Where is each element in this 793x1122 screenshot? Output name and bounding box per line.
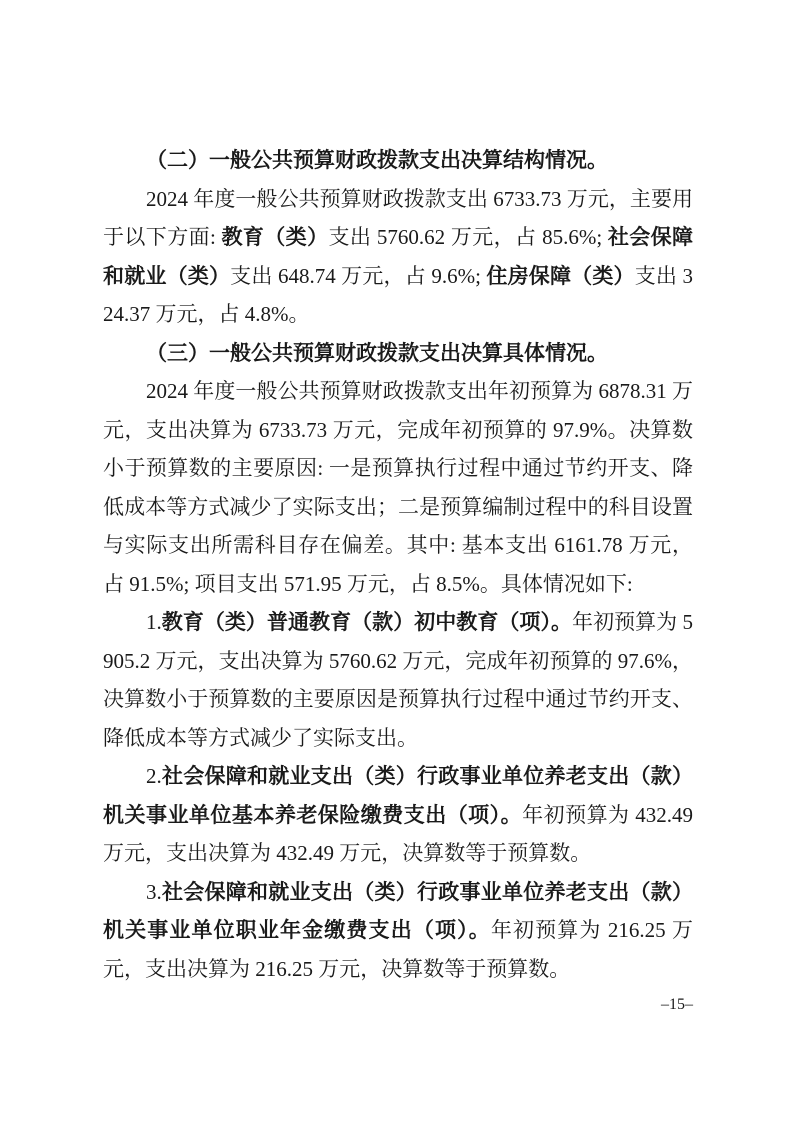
item-number: 1. bbox=[146, 610, 162, 634]
item-body: 年初预算为 432.49 万元，支出决算为 432.49 万元，决算数等于预算数。 bbox=[103, 802, 694, 865]
budget-item-1 bbox=[103, 603, 693, 757]
paragraph-expenditure-structure bbox=[103, 180, 693, 334]
text-run: 支出 648.74 万元，占 9.6%; bbox=[230, 263, 487, 288]
item-title: 社会保障和就业支出（类）行政事业单位养老支出（款）机关事业单位基本养老保险缴费支出（项）。 bbox=[103, 764, 693, 827]
bold-run-social-security-category: 社会保障和就业（类） bbox=[103, 225, 694, 288]
budget-item-3 bbox=[103, 873, 693, 989]
bold-run-education-category: 教育（类） bbox=[221, 225, 329, 249]
text-run: 2024 年度一般公共预算财政拨款支出 6733.73 万元，主要用于以下方面: bbox=[103, 186, 693, 249]
section-heading-3: （三）一般公共预算财政拨款支出决算具体情况。 bbox=[146, 340, 608, 365]
text-run: 支出 5760.62 万元，占 85.6%; bbox=[328, 225, 608, 249]
item-number: 2. bbox=[146, 764, 162, 788]
item-body: 年初预算为 216.25 万元，支出决算为 216.25 万元，决算数等于预算数。 bbox=[103, 918, 694, 981]
bold-run-housing-category: 住房保障（类） bbox=[486, 263, 635, 288]
page-number: –15– bbox=[661, 996, 693, 1013]
section-heading-2: （二）一般公共预算财政拨款支出决算结构情况。 bbox=[146, 148, 608, 172]
budget-item-2 bbox=[103, 757, 693, 873]
item-number: 3. bbox=[146, 879, 162, 904]
paragraph-expenditure-detail: 2024 年度一般公共预算财政拨款支出年初预算为 6878.31 万元，支出决算为 6733.73 万元，完成年初预算的 97.9%。决算数小于预算数的主要原因: 一是预算执行过程中通过节约开支、降低成本等方式减少了实际支出；二是预算编制过程中的科目设置与实际支出所需科目存在偏差。其中: 基本支出 6161.78 万元，占 91.5%; 项目支出 571.95 万元，占 8.5%。具体情况如下: bbox=[103, 379, 693, 596]
text-run: 支出 324.37 万元，占 4.8%。 bbox=[103, 263, 694, 326]
item-body: 年初预算为 5905.2 万元，支出决算为 5760.62 万元，完成年初预算的 97.6%，决算数小于预算数的主要原因是预算执行过程中通过节约开支、降低成本等方式减少了实际支出。 bbox=[103, 610, 694, 750]
document-body bbox=[103, 141, 693, 988]
item-title: 教育（类）普通教育（款）初中教育（项）。 bbox=[161, 610, 573, 634]
item-title: 社会保障和就业支出（类）行政事业单位养老支出（款）机关事业单位职业年金缴费支出（项）。 bbox=[103, 879, 693, 942]
